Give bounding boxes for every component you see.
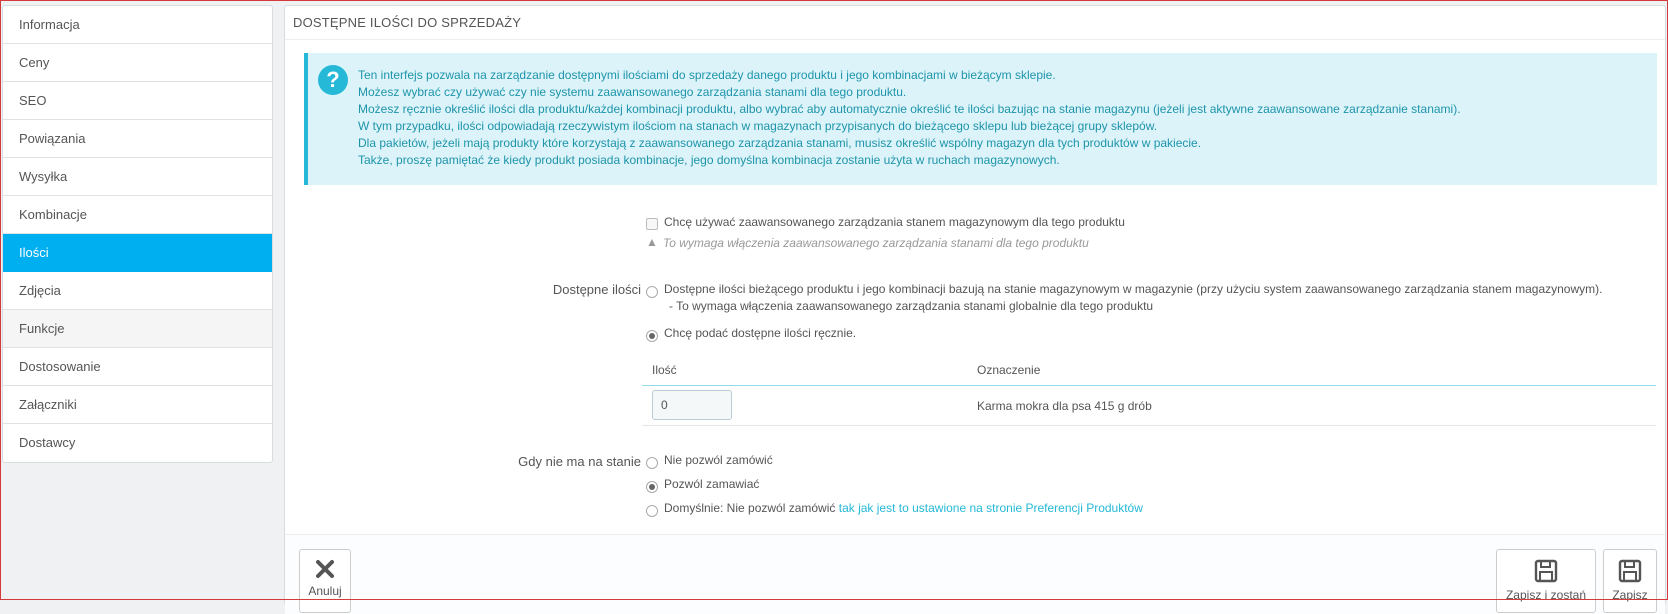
save-button[interactable] — [1603, 549, 1657, 613]
available-qty-manual-radio[interactable] — [646, 330, 658, 342]
sidebar-item-ceny[interactable]: Ceny — [3, 44, 272, 82]
available-qty-auto-note: - To wymaga włączenia zaawansowanego zarządzania stanami globalnie dla tego produktu — [669, 299, 1154, 313]
deny-orders-radio[interactable] — [646, 457, 658, 469]
info-line: Także, proszę pamiętać że kiedy produkt posiada kombinacje, jego domyślna kombinacja zostanie użyta w ruchach magazynowych. — [358, 153, 1060, 167]
allow-orders-label: Pozwól zamawiać — [664, 477, 760, 491]
save-label: Zapisz — [1612, 588, 1648, 602]
advanced-stock-checkbox[interactable] — [646, 218, 658, 230]
info-line: Ten interfejs pozwala na zarządzanie dostępnymi ilościami do sprzedaży danego produktu i jego kombinacjami w bieżącym sklepie. — [358, 68, 1056, 82]
deny-orders-label: Nie pozwól zamówić — [664, 453, 773, 467]
sidebar-item-dostosowanie[interactable]: Dostosowanie — [3, 348, 272, 386]
close-icon — [314, 558, 336, 580]
advanced-stock-hint: To wymaga włączenia zaawansowanego zarządzania stanami dla tego produktu — [663, 236, 1089, 250]
sidebar-item-funkcje[interactable]: Funkcje — [3, 310, 272, 348]
default-orders-label — [664, 501, 1143, 515]
sidebar-item-ilosci[interactable]: Ilości — [3, 234, 272, 272]
info-line: Dla pakietów, jeżeli mają produkty które korzystają z zaawansowanego zarządzania stanami, musisz określić wspólny magazyn dla tych produktów w pakiecie. — [358, 136, 1202, 150]
table-header-divider — [642, 385, 1656, 386]
out-of-stock-label: Gdy nie ma na stanie — [518, 454, 641, 469]
quantity-input[interactable] — [652, 390, 732, 420]
panel-footer — [285, 534, 1665, 614]
allow-orders-radio[interactable] — [646, 481, 658, 493]
sidebar-item-zdjecia[interactable]: Zdjęcia — [3, 272, 272, 310]
sidebar-item-kombinacje[interactable]: Kombinacje — [3, 196, 272, 234]
designation-cell: Karma mokra dla psa 415 g drób — [977, 399, 1152, 413]
warning-icon: ▲ — [646, 235, 658, 249]
save-and-stay-button[interactable] — [1496, 549, 1596, 613]
sidebar-item-powiazania[interactable]: Powiązania — [3, 120, 272, 158]
quantities-panel — [284, 5, 1666, 605]
sidebar-item-informacja[interactable]: Informacja — [3, 6, 272, 44]
save-icon — [1617, 558, 1643, 584]
advanced-stock-label: Chcę używać zaawansowanego zarządzania stanem magazynowym dla tego produktu — [664, 215, 1125, 229]
question-icon: ? — [318, 65, 348, 95]
available-qty-auto-radio[interactable] — [646, 286, 658, 298]
sidebar-item-wysylka[interactable]: Wysyłka — [3, 158, 272, 196]
product-preferences-link[interactable]: tak jak jest to ustawione na stronie Preferencji Produktów — [838, 501, 1143, 515]
default-orders-text: Domyślnie: Nie pozwól zamówić — [664, 501, 836, 515]
table-header-designation: Oznaczenie — [977, 363, 1041, 377]
cancel-label: Anuluj — [308, 584, 342, 598]
info-line: W tym przypadku, ilości odpowiadają rzeczywistym ilościom na stanach w magazynach przypisanych do bieżącego sklepu lub bieżącej grupy sklepów. — [358, 119, 1158, 133]
info-line: Możesz ręcznie określić ilości dla produktu/każdej kombinacji produktu, albo wybrać aby automatycznie określić te ilości bazując na stanie magazynu (jeżeli jest aktywne zaawansowane zarządzanie stanami). — [358, 102, 1461, 116]
save-and-stay-label: Zapisz i zostań — [1505, 588, 1587, 602]
info-alert — [304, 53, 1657, 185]
sidebar-item-dostawcy[interactable]: Dostawcy — [19, 435, 76, 450]
cancel-button[interactable] — [299, 549, 351, 613]
available-qty-label: Dostępne ilości — [552, 282, 641, 297]
available-qty-manual-label: Chcę podać dostępne ilości ręcznie. — [664, 326, 857, 340]
sidebar-item-seo[interactable]: SEO — [3, 82, 272, 120]
sidebar-item-zalaczniki[interactable]: Załączniki — [3, 386, 272, 424]
info-line: Możesz wybrać czy używać czy nie systemu zaawansowanego zarządzania stanami dla tego produktu. — [358, 85, 907, 99]
table-row-divider — [642, 425, 1656, 426]
default-orders-radio[interactable] — [646, 505, 658, 517]
available-qty-auto-label: Dostępne ilości bieżącego produktu i jego kombinacji bazują na stanie magazynowym w magazynie (przy użyciu system zaawansowanego zarządzania stanem magazynowym). — [664, 282, 1603, 296]
save-icon — [1533, 558, 1559, 584]
table-header-qty: Ilość — [652, 363, 677, 377]
product-tabs-sidebar — [2, 5, 273, 463]
panel-title: DOSTĘPNE ILOŚCI DO SPRZEDAŻY — [285, 6, 1665, 40]
